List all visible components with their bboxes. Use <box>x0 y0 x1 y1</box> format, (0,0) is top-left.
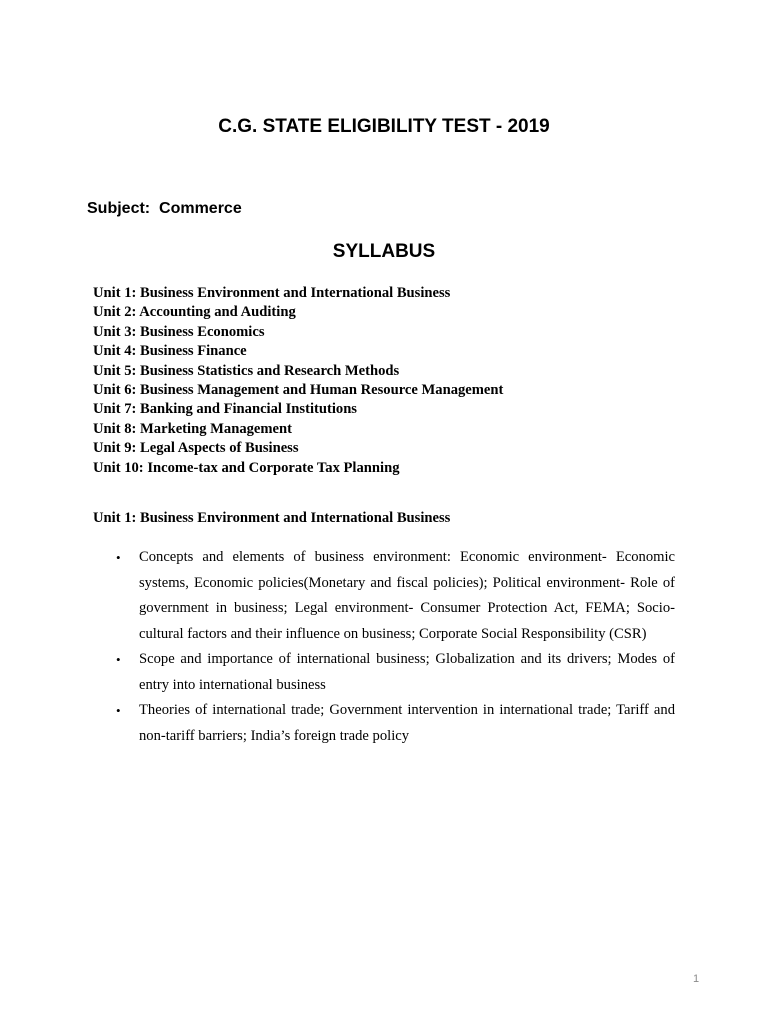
unit-list-item: Unit 4: Business Finance <box>93 343 247 360</box>
section-heading: Unit 1: Business Environment and International Business <box>93 510 451 526</box>
bullet-icon: • <box>116 550 121 565</box>
unit-list-item: Unit 2: Accounting and Auditing <box>93 304 296 321</box>
unit-list-item: Unit 9: Legal Aspects of Business <box>93 440 299 457</box>
bullet-icon: • <box>116 703 121 718</box>
topic-item <box>116 545 675 647</box>
topic-text: Theories of international trade; Government intervention in international trade; Tariff and non-tariff barriers; India’s foreign trade policy <box>139 702 675 744</box>
topic-text: Scope and importance of international business; Globalization and its drivers; Modes of entry into international business <box>139 651 675 693</box>
unit-list-item: Unit 5: Business Statistics and Research Methods <box>93 362 400 379</box>
document-title: C.G. STATE ELIGIBILITY TEST - 2019 <box>218 116 550 137</box>
unit-list-item: Unit 7: Banking and Financial Institutions <box>93 401 357 418</box>
unit-list-item: Unit 1: Business Environment and International Business <box>93 285 451 301</box>
topic-item <box>116 647 675 698</box>
page-number: 1 <box>692 973 700 985</box>
unit-list-item: Unit 6: Business Management and Human Resource Management <box>93 382 504 399</box>
bullet-icon: • <box>116 652 121 667</box>
unit-list-item: Unit 3: Business Economics <box>93 323 265 340</box>
topic-text: Concepts and elements of business environment: Economic environment- Economic systems, Economic policies(Monetary and fiscal policies); Political environment- Role of government in business; Legal environment- Consumer Protection Act, FEMA; Socio-cultural factors and their influence on business; Corporate Social Responsibility (CSR) <box>139 549 675 642</box>
subject-line: Subject: Commerce <box>87 200 242 217</box>
syllabus-heading: SYLLABUS <box>332 241 436 262</box>
topic-list <box>116 545 675 749</box>
topic-item <box>116 698 675 749</box>
unit-list-item: Unit 8: Marketing Management <box>93 420 293 437</box>
unit-list <box>93 284 503 478</box>
unit-list-item: Unit 10: Income-tax and Corporate Tax Planning <box>93 459 400 476</box>
